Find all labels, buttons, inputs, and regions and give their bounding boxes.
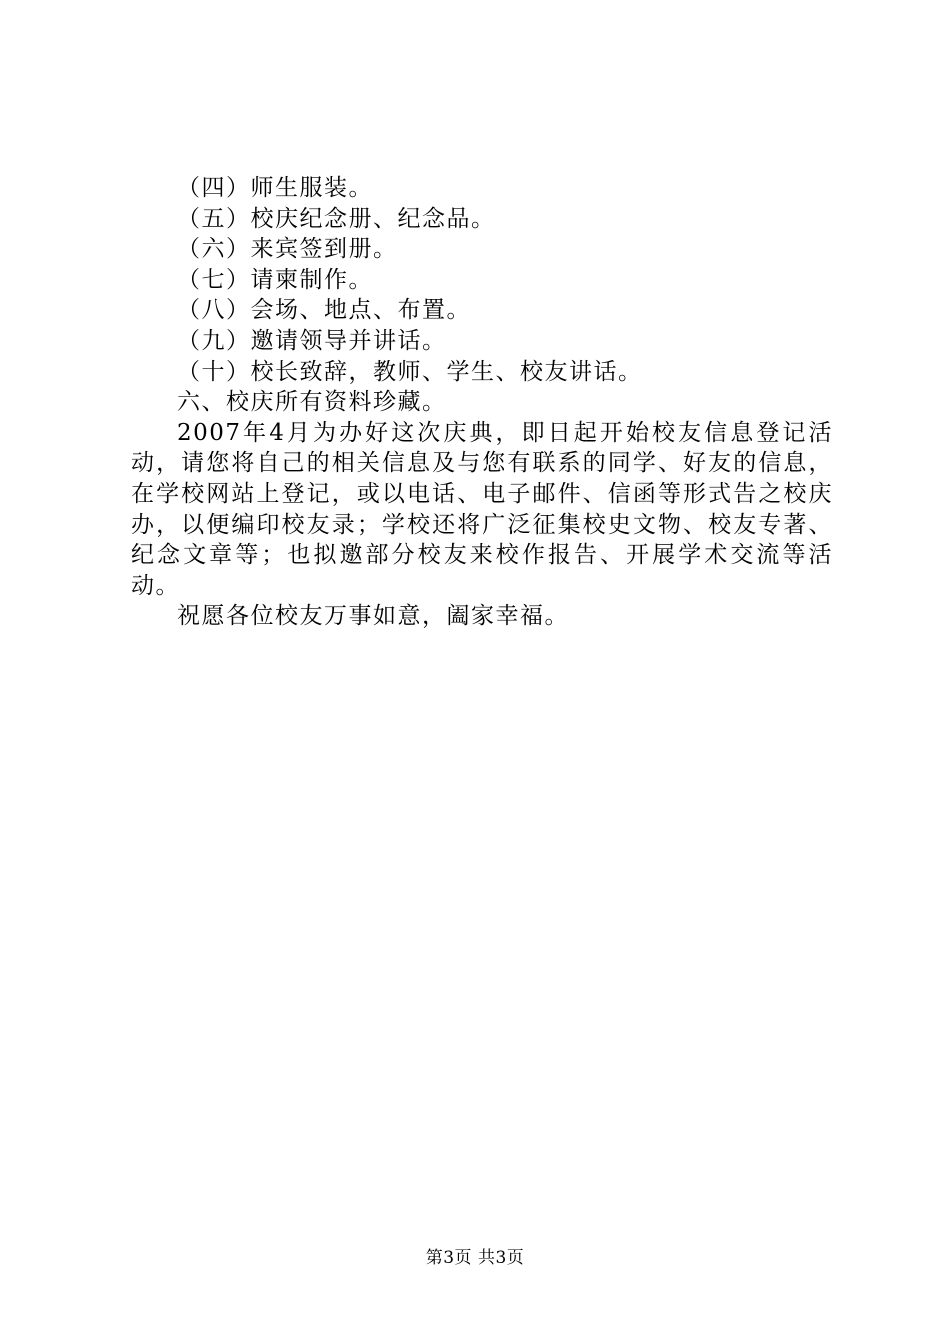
list-item: （十）校长致辞，教师、学生、校友讲话。 bbox=[177, 358, 643, 385]
document-body bbox=[131, 173, 833, 632]
registration-paragraph: 2007年4月为办好这次庆典，即日起开始校友信息登记活动，请您将自己的相关信息及与您有联系的同学、好友的信息，在学校网站上登记，或以电话、电子邮件、信函等形式告之校庆办，以便编印校友录；学校还将广泛征集校史文物、校友专著、纪念文章等；也拟邀部分校友来校作报告、开展学术交流等活动。 bbox=[131, 419, 833, 599]
closing-line: 祝愿各位校友万事如意，阖家幸福。 bbox=[177, 603, 569, 630]
list-item: （六）来宾签到册。 bbox=[177, 236, 398, 263]
list-item: （五）校庆纪念册、纪念品。 bbox=[177, 205, 496, 232]
list-item: （八）会场、地点、布置。 bbox=[177, 297, 471, 324]
section-heading: 六、校庆所有资料珍藏。 bbox=[177, 389, 447, 416]
list-item: （九）邀请领导并讲话。 bbox=[177, 327, 447, 354]
list-item: （七）请柬制作。 bbox=[177, 266, 373, 293]
page-number-footer: 第3页 共3页 bbox=[425, 1248, 525, 1268]
list-item: （四）师生服装。 bbox=[177, 175, 373, 201]
